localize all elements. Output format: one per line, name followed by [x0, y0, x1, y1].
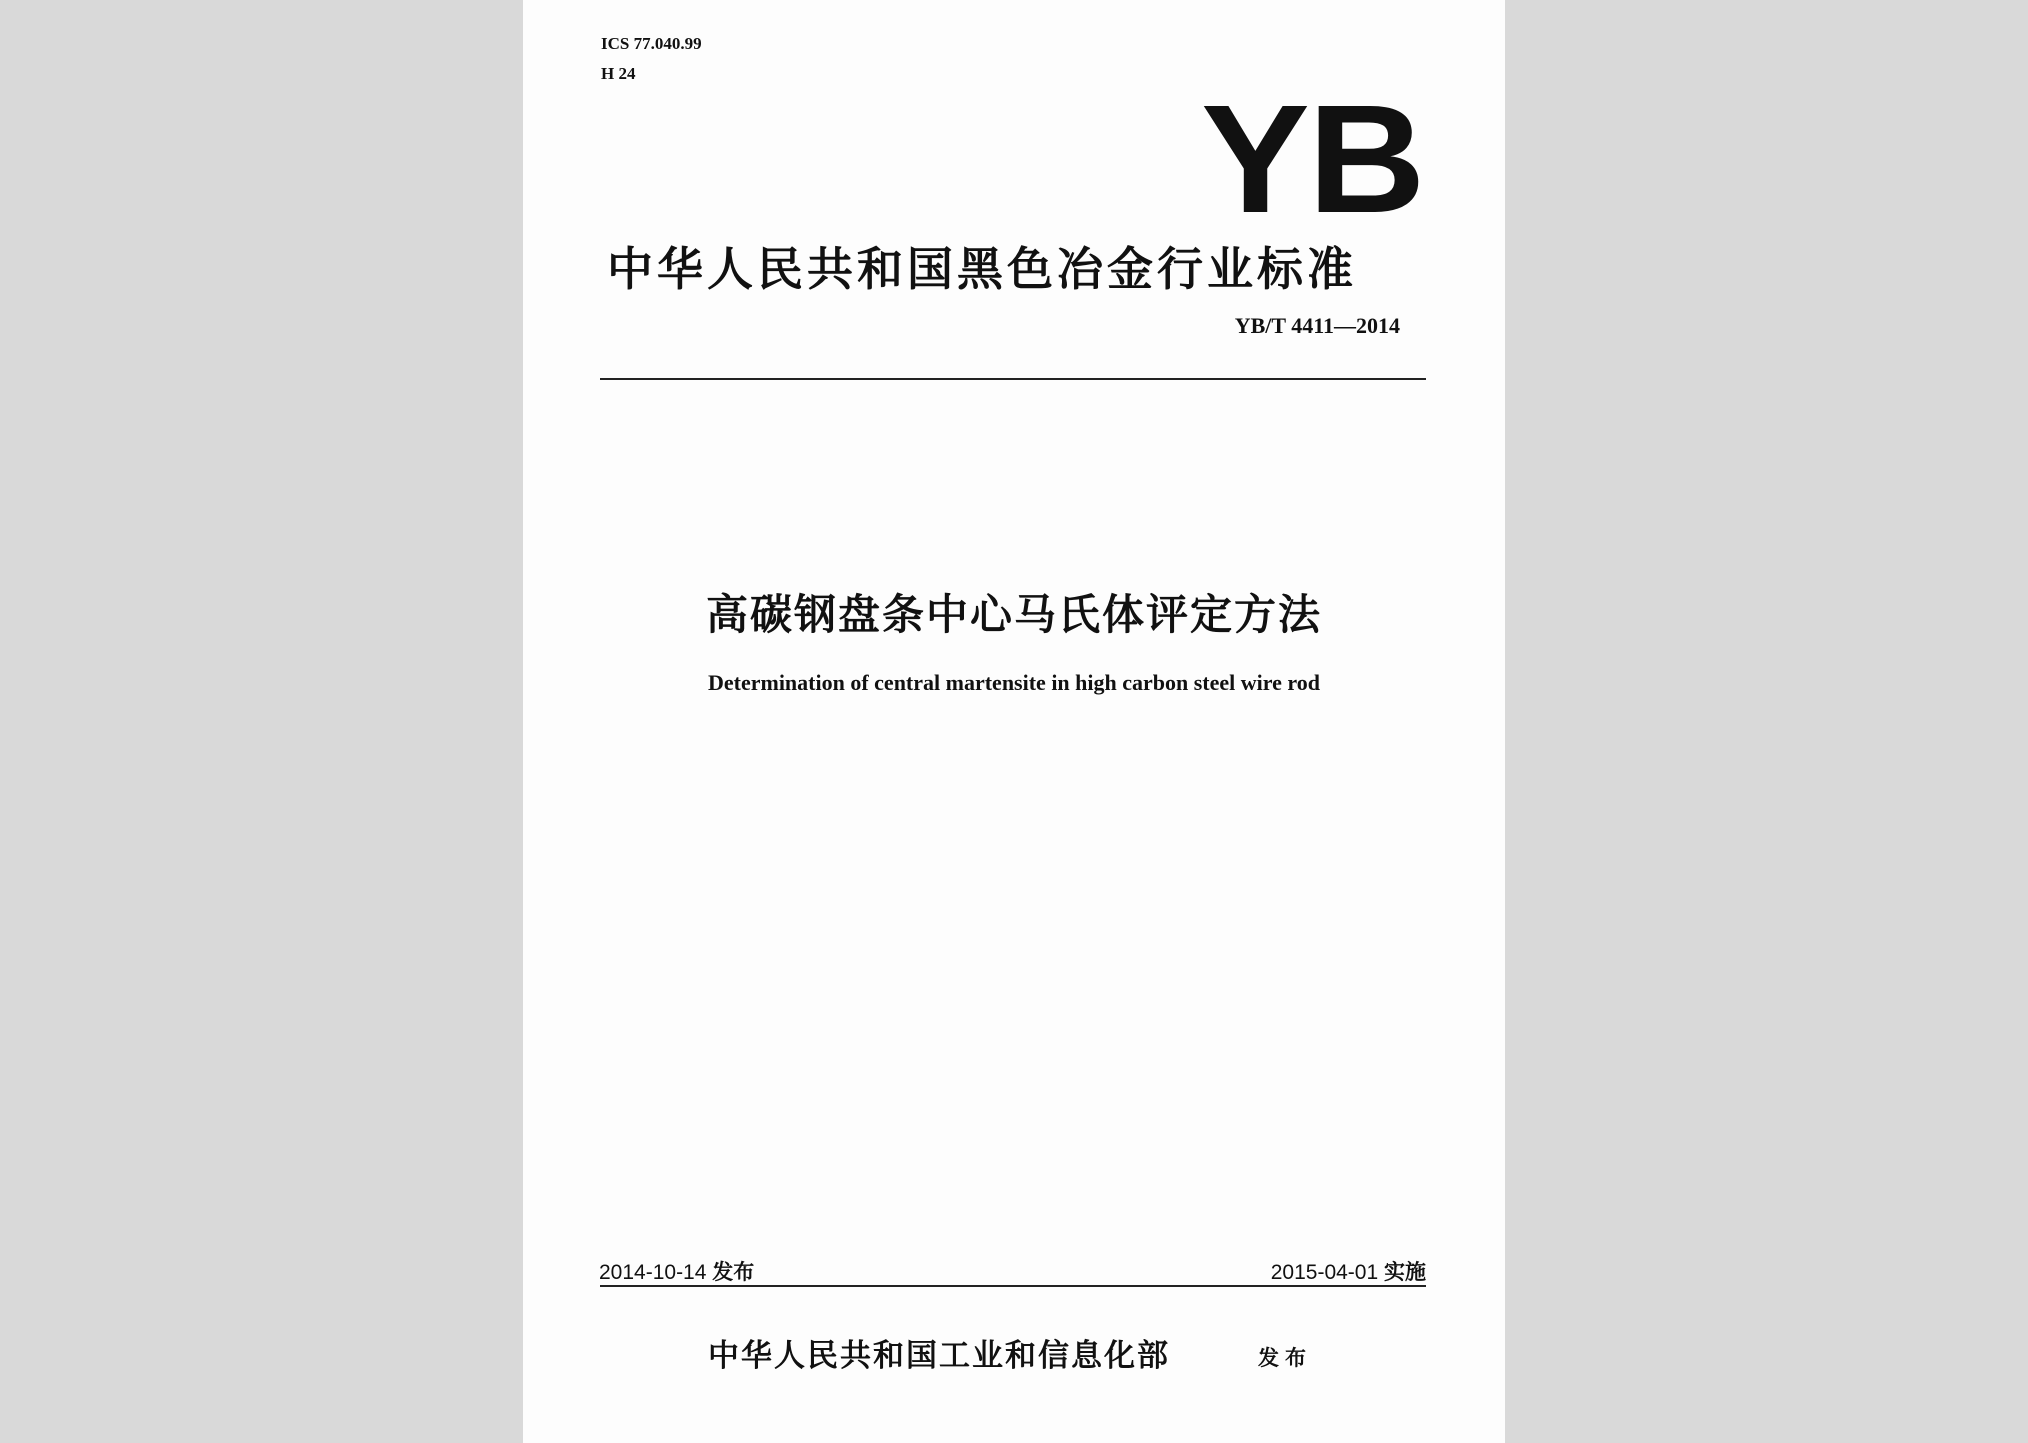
ccs-code: H 24 [601, 64, 636, 83]
yb-logo: YB [1201, 73, 1424, 245]
standard-category: 中华人民共和国黑色冶金行业标准 [607, 242, 1357, 296]
document-page [523, 0, 1505, 1443]
document-title: 高碳钢盘条中心马氏体评定方法 [705, 590, 1322, 639]
standard-number: YB/T 4411—2014 [1234, 313, 1400, 338]
top-divider [600, 378, 1426, 380]
issue-label: 发布 [1258, 1346, 1312, 1370]
issuer-name: 中华人民共和国工业和信息化部 [708, 1338, 1170, 1374]
bottom-divider [600, 1285, 1426, 1287]
effective-date-line [1271, 1256, 1426, 1286]
publish-label: 发布 [712, 1260, 755, 1284]
ics-code: ICS 77.040.99 [601, 34, 702, 53]
document-subtitle: Determination of central martensite in high carbon steel wire rod [707, 670, 1321, 695]
effective-date: 2015-04-01 [1270, 1261, 1379, 1284]
publish-date: 2014-10-14 [599, 1261, 707, 1284]
effective-label: 实施 [1384, 1260, 1426, 1284]
publish-date-line [599, 1256, 754, 1286]
